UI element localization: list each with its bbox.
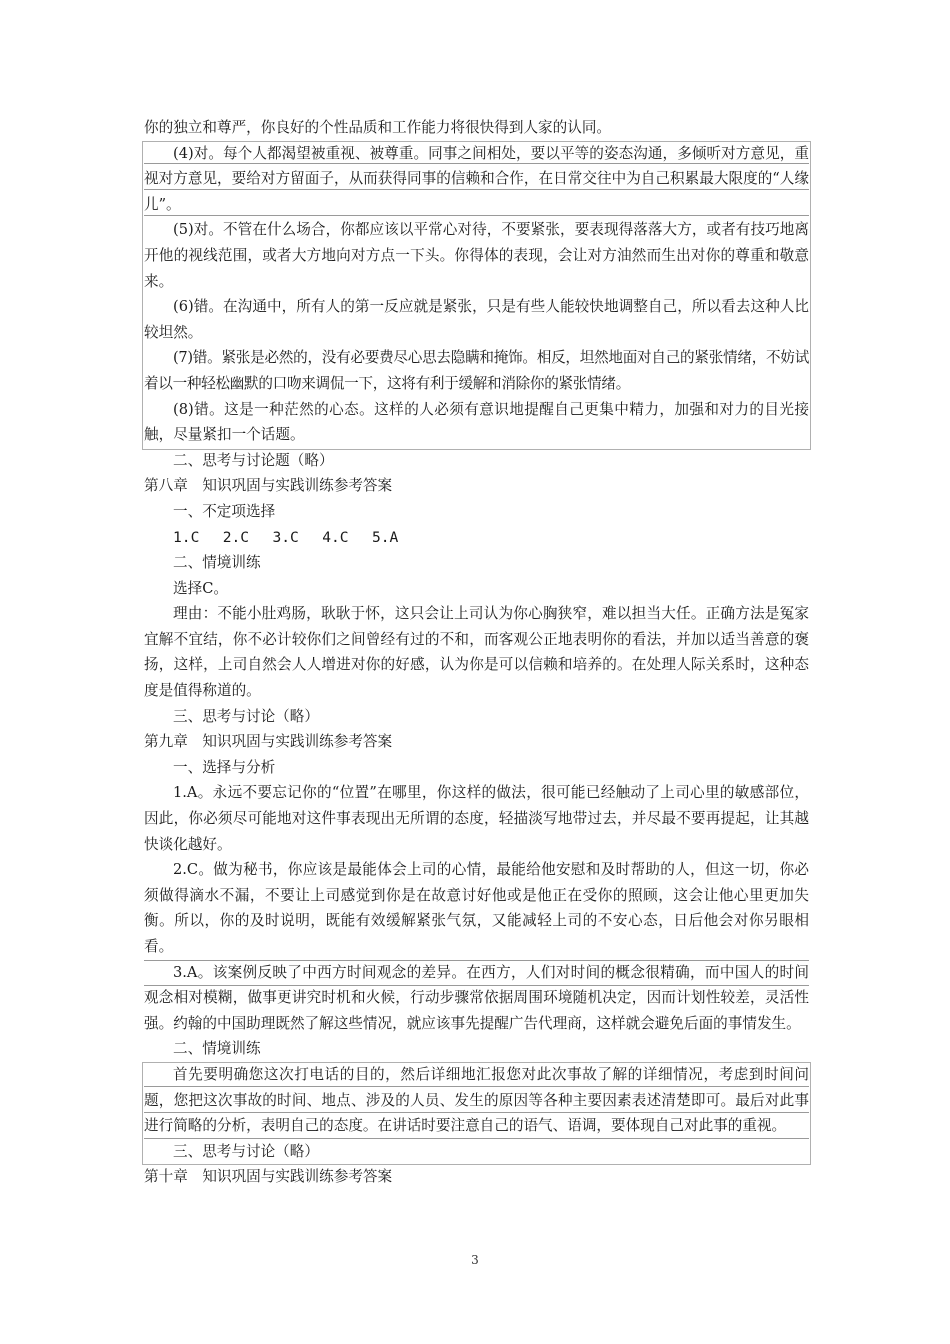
section-heading: 二、情境训练 — [173, 1040, 261, 1058]
scenario-answer: 首先要明确您这次打电话的目的，然后详细地汇报您对此次事故了解的详细情况，考虑到时间问题，您把这次事故的时间、地点、涉及的人员、发生的原因等各种主要因素表述清楚即可。最后对此事进行简略的分析，表明自己的态度。在讲话时要注意自己的语气、语调，要体现自己对此事的重视。 — [144, 1065, 809, 1135]
page-number: 3 — [471, 1253, 479, 1267]
boxed-analysis-3 — [144, 960, 809, 1037]
section-heading: 二、思考与讨论题（略） — [173, 451, 334, 469]
analysis-2: 2.C。做为秘书，你应该是最能体会上司的心情，最能给他安慰和及时帮助的人，但这一切，你必须做得滴水不漏，不要让上司感觉到你是在故意讨好他或是他正在受你的照顾，这会让他心里更加失衡。所以，你的及时说明，既能有效缓解紧张气氛，又能减轻上司的不安心态，日后他会对你另眼相看。 — [144, 861, 809, 955]
boxed-answers-section — [144, 141, 809, 448]
reason-paragraph: 理由：不能小肚鸡肠，耿耿于怀，这只会让上司认为你心胸狭窄，难以担当大任。正确方法是冤家宜解不宜结，你不必计较你们之间曾经有过的不和，而客观公正地表明你的看法，并加以适当善意的褒扬，这样，上司自然会人人增进对你的好感，认为你是可以信赖和培养的。在处理人际关系时，这种态度是值得称道的。 — [144, 605, 809, 700]
answer-6: (6)错。在沟通中，所有人的第一反应就是紧张，只是有些人能较快地调整自己，所以看去这种人比较坦然。 — [144, 298, 809, 341]
section-heading: 三、思考与讨论（略） — [173, 1142, 319, 1160]
box-rule — [144, 1086, 809, 1087]
box-rule — [144, 189, 809, 190]
section-heading: 三、思考与讨论（略） — [173, 707, 319, 725]
box-rule — [144, 985, 809, 986]
choice-answers: 1.C 2.C 3.C 4.C 5.A — [173, 528, 399, 546]
document-page — [144, 115, 809, 1190]
answer-8: (8)错。这是一种茫然的心态。这样的人必须有意识地提醒自己更集中精力，加强和对力的目光接触，尽量紧扣一个话题。 — [144, 400, 809, 444]
section-heading: 一、不定项选择 — [173, 502, 276, 520]
answer-5: (5)对。不管在什么场合，你都应该以平常心对待，不要紧张，要表现得落落大方，或者有技巧地离开他的视线范围，或者大方地向对方点一下头。你得体的表现，会让对方油然而生出对你的尊重和敬意来。 — [144, 221, 809, 290]
boxed-scenario — [144, 1062, 809, 1164]
analysis-1: 1.A。永远不要忘记你的“位置”在哪里，你这样的做法，很可能已经触动了上司心里的敏感部位，因此，你必须尽可能地对这件事表现出无所谓的态度，轻描淡写地带过去，并尽最不要再提起，让其越快谈化越好。 — [144, 784, 809, 853]
section-heading: 一、选择与分析 — [173, 758, 276, 776]
box-rule — [144, 1138, 809, 1139]
analysis-3: 3.A。该案例反映了中西方时间观念的差异。在西方，人们对时间的概念很精确，而中国人的时间观念相对模糊，做事更讲究时机和火候，行动步骤常依据周围环境随机决定，因而计划性较差，灵活性强。约翰的中国助理既然了解这些情况，就应该事先提醒广告代理商，这样就会避免后面的事情发生。 — [144, 963, 809, 1032]
box-rule — [144, 215, 809, 216]
box-rule — [144, 1112, 809, 1113]
paragraph-continuation: 你的独立和尊严，你良好的个性品质和工作能力将很快得到人家的认同。 — [144, 119, 612, 136]
choice-selection: 选择C。 — [173, 579, 228, 597]
chapter-heading-10: 第十章 知识巩固与实践训练参考答案 — [144, 1168, 393, 1186]
chapter-heading-9: 第九章 知识巩固与实践训练参考答案 — [144, 733, 393, 751]
chapter-heading-8: 第八章 知识巩固与实践训练参考答案 — [144, 477, 393, 495]
answer-7: (7)错。紧张是必然的，没有必要费尽心思去隐瞒和掩饰。相反，坦然地面对自己的紧张情绪，不妨试着以一种轻松幽默的口吻来调侃一下，这将有利于缓解和消除你的紧张情绪。 — [144, 349, 809, 392]
box-rule — [144, 163, 809, 164]
answer-4: (4)对。每个人都渴望被重视、被尊重。同事之间相处，要以平等的姿态沟通，多倾听对方意见，重视对方意见，要给对方留面子，从而获得同事的信赖和合作，在日常交往中为自己积累最大限度的“人缘儿”。 — [144, 144, 809, 213]
section-heading: 二、情境训练 — [173, 554, 261, 572]
box-rule — [144, 960, 809, 961]
